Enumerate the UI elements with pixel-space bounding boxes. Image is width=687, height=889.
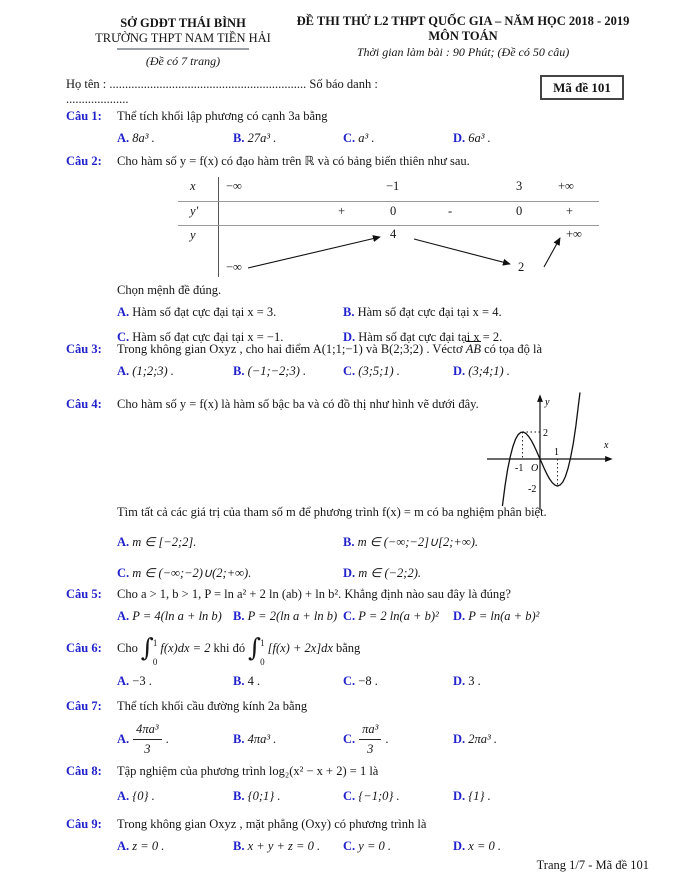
answer-option-a: A. −3 . [117, 674, 152, 688]
answer-row [117, 787, 667, 806]
x-axis-label: x [604, 440, 609, 451]
answer-option-d: D. 2πa³ . [453, 732, 498, 746]
question-9 [66, 815, 667, 856]
answer-option-d: D. {1} . [453, 789, 491, 803]
school-name: TRƯỜNG THPT NAM TIỀN HẢI [95, 30, 271, 45]
exam-subject: MÔN TOÁN [428, 29, 498, 43]
name-dots-line: .................... [66, 92, 129, 106]
header-school-block [84, 16, 282, 69]
answer-option-a: A. 8a³ . [117, 131, 155, 145]
question-label: Câu 9: [66, 817, 102, 831]
answer-row [117, 721, 667, 758]
answer-option-d: D. 3 . [453, 674, 481, 688]
question-label: Câu 8: [66, 764, 102, 778]
exam-code-box: Mã đề 101 [540, 75, 624, 100]
question-2 [66, 152, 667, 347]
answer-option-c: C. (3;5;1) . [343, 364, 400, 378]
question-stem: Trong không gian Oxyz , cho hai điểm A(1;1;−1) và B(2;3;2) . Véctơ $\overline{AB}$ có tọa độ là [117, 342, 543, 356]
table-row-y-prime: y′ + 0 - 0 + [178, 201, 599, 225]
question-label: Câu 3: [66, 342, 102, 356]
question-stem: Thể tích khối lập phương có cạnh 3a bằng [117, 109, 328, 123]
question-6 [66, 630, 667, 691]
question-label: Câu 5: [66, 587, 102, 601]
variation-table [178, 177, 599, 277]
answer-option-c: C. {−1;0} . [343, 789, 400, 803]
origin-label: O [531, 463, 539, 474]
table-row-y: y −∞ 4 2 +∞ [178, 225, 599, 277]
answer-row [117, 530, 667, 586]
answer-option-b: B. (−1;−2;3) . [233, 364, 307, 378]
answer-option-b: B. 4 . [233, 674, 261, 688]
answer-option-b: B. 4πa³ . [233, 732, 277, 746]
question-stem: Cho ∫ 1 0 f(x)dx = 2 khi đó ∫ 1 0 [f(x) + 2x]dx bằng [117, 633, 361, 667]
question-label: Câu 2: [66, 154, 102, 168]
y-minus2-label: -2 [528, 484, 537, 495]
question-stem: Tập nghiệm của phương trình log₂(x² − x + 2) = 1 là [117, 764, 379, 778]
question-stem-2: Tìm tất cả các giá trị của tham số m để phương trình f(x) = m có ba nghiệm phân biệt. [117, 505, 547, 519]
page-count-note: (Đề có 7 trang) [145, 54, 221, 68]
answer-option-a: A. {0} . [117, 789, 155, 803]
question-note: Chọn mệnh đề đúng. [117, 283, 222, 297]
answer-option-b: B. 27a³ . [233, 131, 277, 145]
answer-option-a: A. P = 4(ln a + ln b) [117, 609, 222, 623]
variation-arrows [218, 226, 599, 278]
exam-title: ĐỀ THI THỬ L2 THPT QUỐC GIA – NĂM HỌC 2018 - 2019 [296, 14, 630, 28]
table-row-x: x −∞ −1 3 +∞ [190, 179, 574, 193]
answer-option-b: B. x + y + z = 0 . [233, 839, 321, 853]
y-axis-label: y [545, 397, 550, 408]
answer-option-b: B. m ∈ (−∞;−2]∪[2;+∞). [343, 535, 479, 549]
answer-option-d: D. 6a³ . [453, 131, 491, 145]
answer-option-c: C. $\frac{\text{πa³}}{3}$ . [343, 722, 389, 756]
department-name: SỞ GDĐT THÁI BÌNH [120, 16, 246, 30]
vector-ab: $\overline{AB}$ [465, 342, 481, 356]
answer-option-c: C. Hàm số đạt cực đại tại x = −1. [117, 330, 284, 344]
answer-row [117, 129, 667, 148]
question-label: Câu 1: [66, 109, 102, 123]
question-stem: Cho a > 1, b > 1, P = ln a² + 2 ln (ab) + ln b². Khẳng định nào sau đây là đúng? [117, 587, 511, 601]
question-1 [66, 107, 667, 148]
question-label: Câu 7: [66, 699, 102, 713]
answer-option-a: A. Hàm số đạt cực đại tại x = 3. [117, 305, 277, 319]
name-and-id-line: Họ tên : ............................................................... Số báo danh : [66, 77, 378, 91]
answer-option-c: C. a³ . [343, 131, 375, 145]
answer-option-b: B. Hàm số đạt cực đại tại x = 4. [343, 305, 502, 319]
question-label: Câu 4: [66, 397, 102, 411]
y-2-label: 2 [543, 428, 548, 439]
question-stem: Thể tích khối cầu đường kính 2a bằng [117, 699, 308, 713]
answer-option-a: A. m ∈ [−2;2]. [117, 535, 197, 549]
answer-option-d: D. P = ln(a + b)² [453, 609, 540, 623]
question-stem: Trong không gian Oxyz , mặt phẳng (Oxy) có phương trình là [117, 817, 427, 831]
answer-option-b: B. {0;1} . [233, 789, 281, 803]
answer-option-d: D. x = 0 . [453, 839, 502, 853]
answer-option-d: D. Hàm số đạt cực đại tại x = 2. [343, 330, 503, 344]
question-label: Câu 6: [66, 641, 102, 655]
question-3 [66, 340, 667, 381]
answer-option-a: A. z = 0 . [117, 839, 165, 853]
answer-option-d: D. (3;4;1) . [453, 364, 510, 378]
answer-option-b: B. P = 2(ln a + ln b) [233, 609, 338, 623]
page-footer: Trang 1/7 - Mã đề 101 [536, 858, 649, 872]
question-8 [66, 762, 667, 806]
integral-symbol: ∫ 1 0 [140, 633, 158, 667]
question-stem: Cho hàm số y = f(x) có đạo hàm trên ℝ và có bảng biến thiên như sau. [117, 154, 470, 168]
answer-option-c: C. y = 0 . [343, 839, 392, 853]
question-7 [66, 697, 667, 758]
header-exam-block [278, 14, 648, 60]
answer-option-a: A. (1;2;3) . [117, 364, 174, 378]
answer-option-d: D. m ∈ (−2;2). [343, 566, 421, 580]
question-stem: Cho hàm số y = f(x) là hàm số bậc ba và có đồ thị như hình vẽ dưới đây. [117, 397, 479, 411]
answer-row [117, 672, 667, 691]
answer-row [117, 837, 667, 856]
exam-duration: Thời gian làm bài : 90 Phút; (Đề có 50 câu) [356, 45, 570, 59]
answer-option-c: C. P = 2 ln(a + b)² [343, 609, 439, 623]
x-1-label: 1 [554, 447, 559, 458]
integral-symbol: ∫ 1 0 [248, 633, 265, 667]
answer-option-c: C. m ∈ (−∞;−2)∪(2;+∞). [117, 566, 252, 580]
answer-option-c: C. −8 . [343, 674, 378, 688]
cubic-function-graph [487, 392, 647, 514]
x-minus1-label: -1 [515, 463, 524, 474]
answer-row [117, 362, 667, 381]
question-5 [66, 585, 667, 626]
cubic-curve [502, 393, 580, 507]
header-divider [117, 48, 249, 50]
answer-option-a: A. $\frac{\text{4πa³}}{3}$ . [117, 722, 169, 756]
answer-row [117, 607, 667, 626]
